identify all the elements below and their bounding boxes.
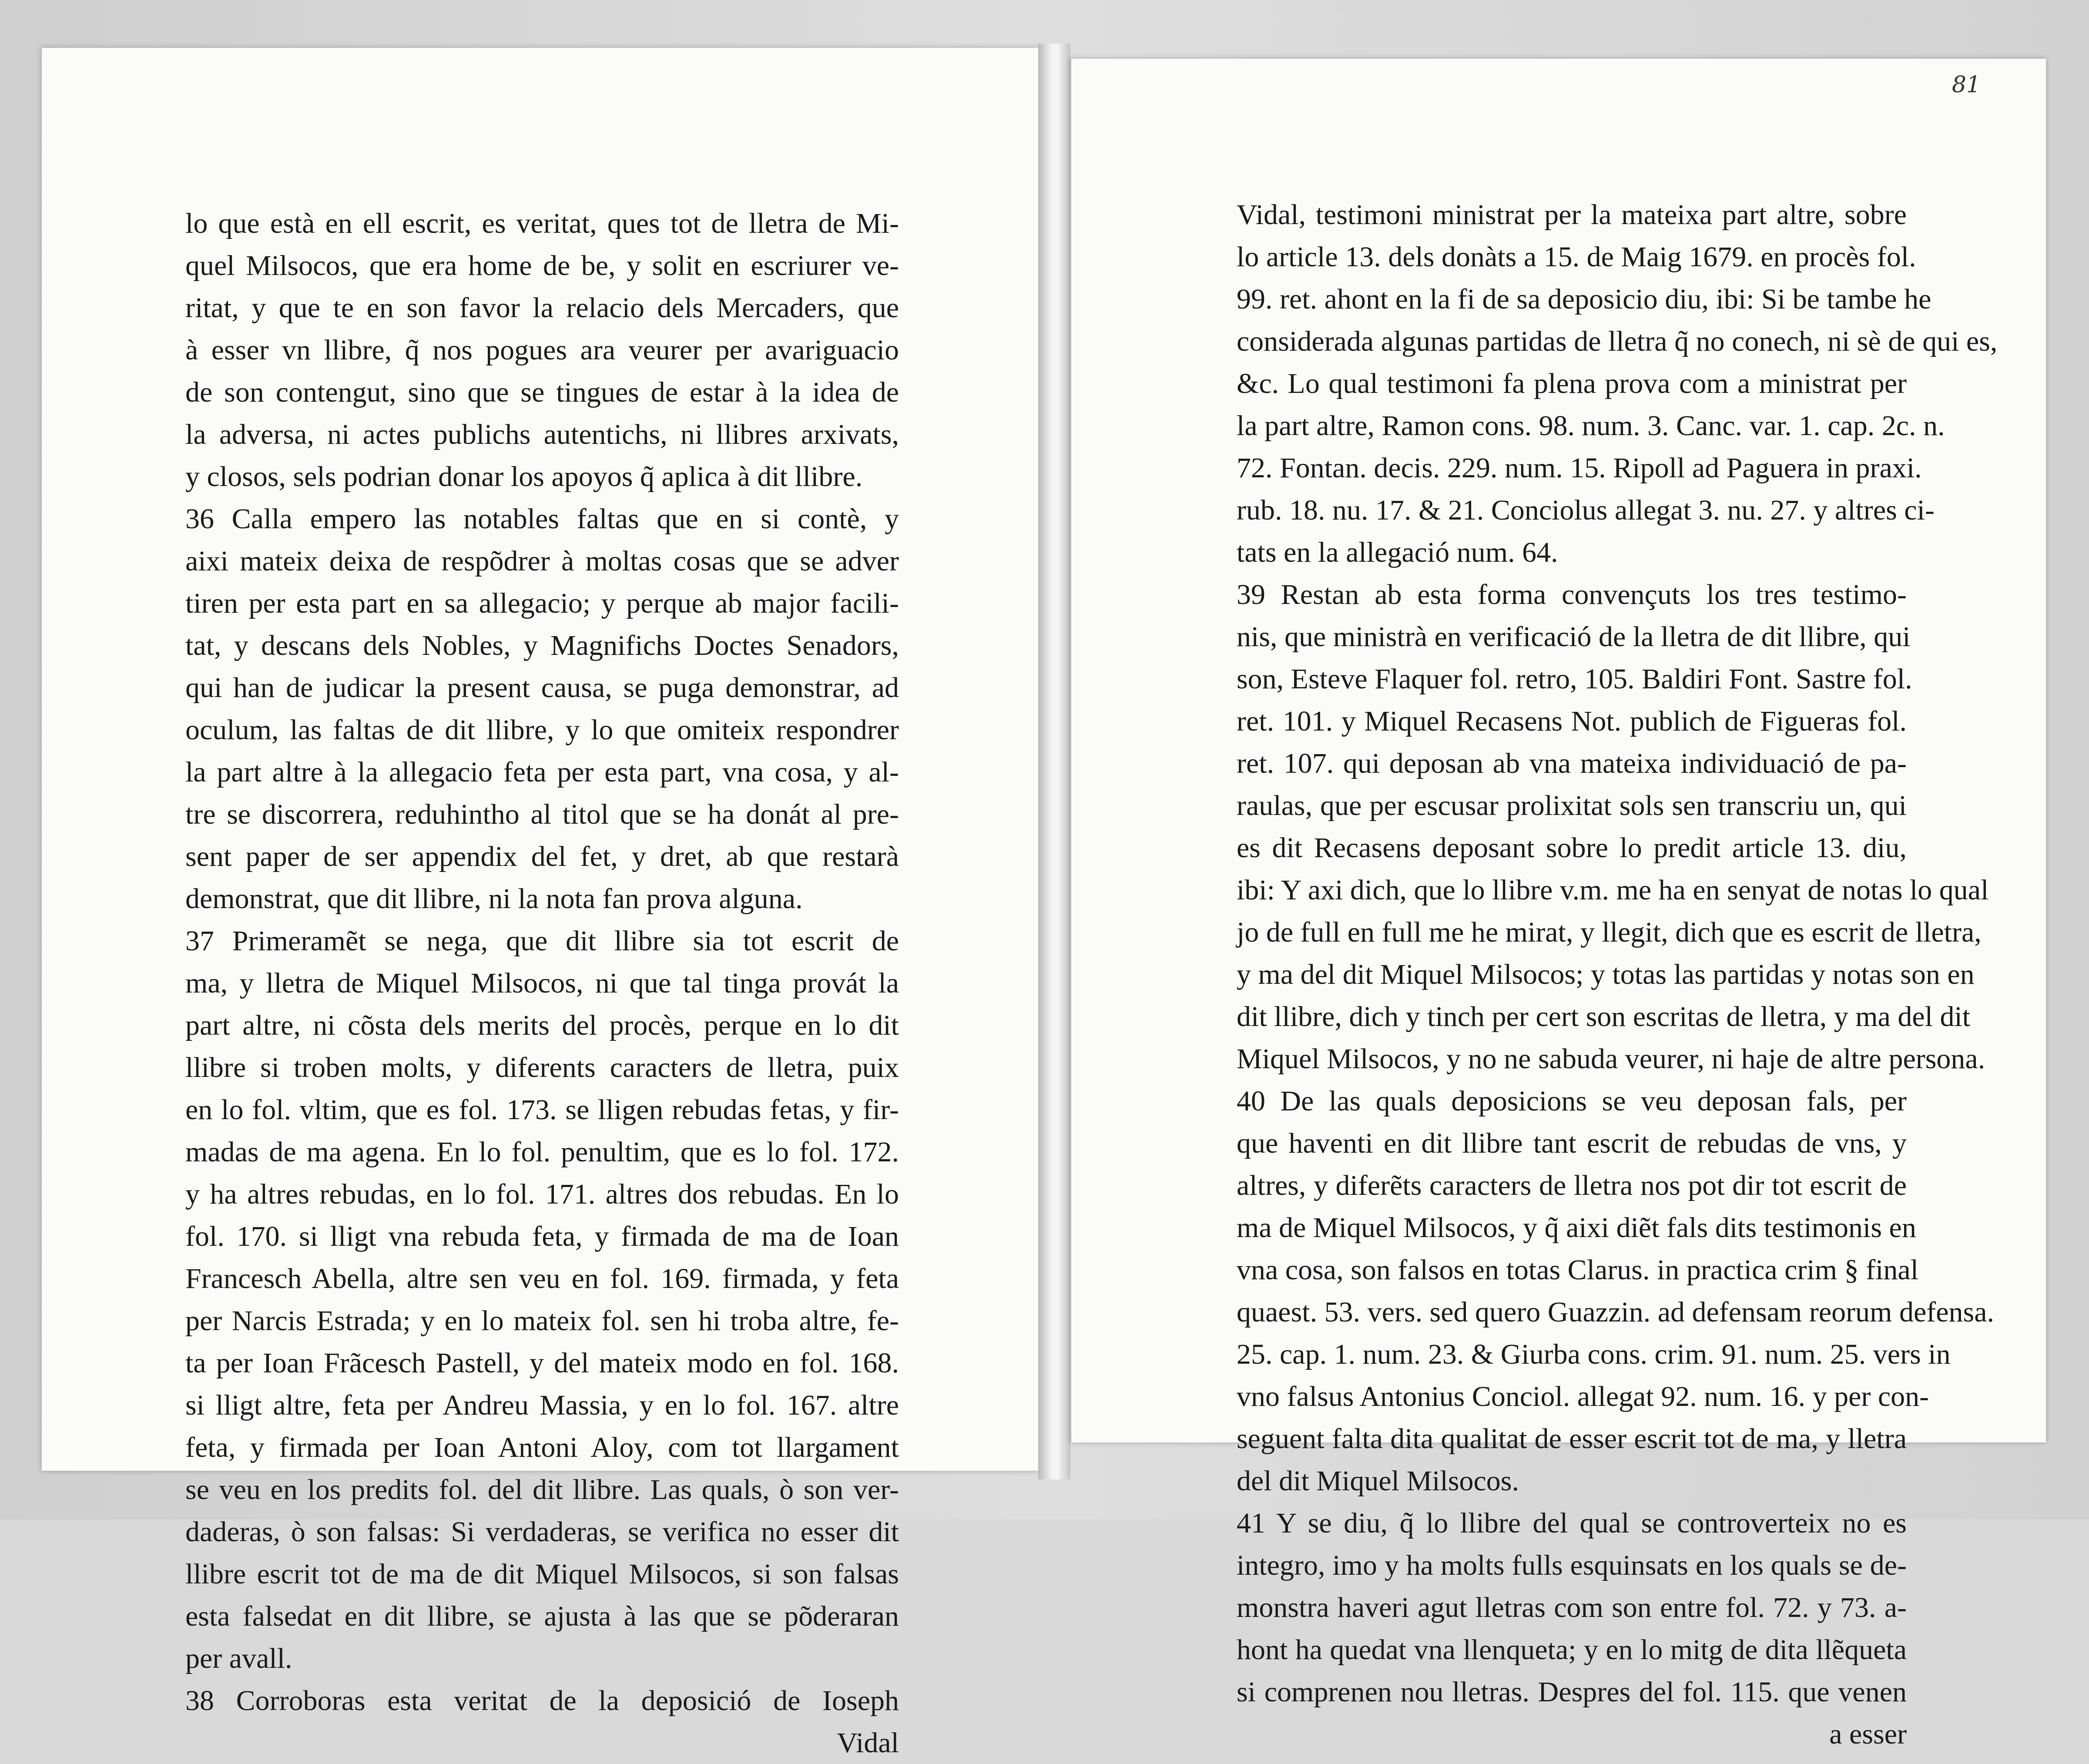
- text-line: demonstrat, que dit llibre, ni la nota fan prova alguna.: [185, 883, 803, 915]
- text-line: tats en la allegació num. 64.: [1237, 537, 1558, 568]
- text-line: per Narcis Estrada; y en lo mateix fol. sen hi troba altre, fe-: [185, 1305, 899, 1337]
- text-line: llibre si troben molts, y diferents caracters de lletra, puix: [185, 1052, 899, 1083]
- right-page: [1070, 59, 2046, 1750]
- text-line: nis, que ministrà en verificació de la lletra de dit llibre, qui: [1237, 621, 1911, 653]
- right-page-body: [1237, 194, 1998, 1755]
- text-line: en lo fol. vltim, que es fol. 173. se lligen rebudas fetas, y fir-: [185, 1094, 899, 1126]
- text-line: tre se discorrera, reduhintho al titol que se ha donát al pre-: [185, 798, 899, 830]
- text-line: 38 Corroboras esta veritat de la deposició de Ioseph: [185, 1685, 899, 1717]
- text-line: ritat, y que te en son favor la relacio dels Mercaders, que: [185, 292, 899, 324]
- text-line: la part altre, Ramon cons. 98. num. 3. Canc. var. 1. cap. 2c. n.: [1237, 410, 1945, 442]
- text-line: la adversa, ni actes publichs autentichs, ni llibres arxivats,: [185, 419, 899, 450]
- text-line: ta per Ioan Frãcesch Pastell, y del mateix modo en fol. 168.: [185, 1347, 899, 1379]
- text-line: lo que està en ell escrit, es veritat, ques tot de lletra de Mi-: [185, 208, 899, 239]
- text-line: 36 Calla empero las notables faltas que en si contè, y: [185, 503, 899, 535]
- text-line: Vidal, testimoni ministrat per la mateixa part altre, sobre: [1237, 199, 1907, 231]
- text-line: Miquel Milsocos, y no ne sabuda veurer, ni haje de altre persona.: [1237, 1043, 1985, 1075]
- text-line: Vidal: [837, 1727, 899, 1759]
- text-line: ret. 107. qui deposan ab vna mateixa individuació de pa-: [1237, 748, 1907, 779]
- text-line: seguent falta dita qualitat de esser escrit tot de ma, y lletra: [1237, 1423, 1907, 1455]
- text-line: vno falsus Antonius Conciol. allegat 92. num. 16. y per con-: [1237, 1381, 1929, 1412]
- text-line: monstra haveri agut lletras com son entre fol. 72. y 73. a-: [1237, 1592, 1907, 1623]
- text-line: sent paper de ser appendix del fet, y dret, ab que restarà: [185, 841, 899, 872]
- text-line: ibi: Y axi dich, que lo llibre v.m. me ha en senyat de notas lo qual: [1237, 874, 1989, 906]
- text-line: ma de Miquel Milsocos, y q̃ aixi diẽt fals dits testimonis en: [1237, 1212, 1916, 1244]
- text-line: tiren per esta part en sa allegacio; y perque ab major facili-: [185, 587, 899, 619]
- text-line: que haventi en dit llibre tant escrit de rebudas de vns, y: [1237, 1127, 1907, 1159]
- text-line: madas de ma agena. En lo fol. penultim, que es lo fol. 172.: [185, 1136, 899, 1168]
- text-line: 41 Y se diu, q̃ lo llibre del qual se controverteix no es: [1237, 1507, 1907, 1539]
- text-line: Francesch Abella, altre sen veu en fol. 169. firmada, y feta: [185, 1263, 899, 1294]
- text-line: quel Milsocos, que era home de be, y solit en escriurer ve-: [185, 250, 899, 282]
- folio-number: 81: [1952, 72, 1981, 98]
- text-line: 40 De las quals deposicions se veu deposan fals, per: [1237, 1085, 1907, 1117]
- text-line: fol. 170. si lligt vna rebuda feta, y firmada de ma de Ioan: [185, 1221, 899, 1252]
- text-line: integro, imo y ha molts fulls esquinsats en los quals se de-: [1237, 1549, 1907, 1581]
- text-line: 72. Fontan. decis. 229. num. 15. Ripoll ad Paguera in praxi.: [1237, 452, 1922, 484]
- text-line: es dit Recasens deposant sobre lo predit article 13. diu,: [1237, 832, 1907, 864]
- text-line: dit llibre, dich y tinch per cert son escritas de lletra, y ma del dit: [1237, 1001, 1971, 1033]
- text-line: qui han de judicar la present causa, se puga demonstrar, ad: [185, 672, 899, 704]
- text-line: ma, y lletra de Miquel Milsocos, ni que tal tinga provát la: [185, 967, 899, 999]
- text-line: lo article 13. dels donàts a 15. de Maig 1679. en procès fol.: [1237, 241, 1916, 273]
- text-line: a esser: [1829, 1718, 1907, 1750]
- text-line: si lligt altre, feta per Andreu Massia, y en lo fol. 167. altre: [185, 1389, 899, 1421]
- text-line: part altre, ni cõsta dels merits del procès, perque en lo dit: [185, 1009, 899, 1041]
- text-line: ret. 101. y Miquel Recasens Not. publich de Figueras fol.: [1237, 705, 1907, 737]
- text-line: 37 Primeramẽt se nega, que dit llibre sia tot escrit de: [185, 925, 899, 957]
- text-line: considerada algunas partidas de lletra q̃ no conech, ni sè de qui es,: [1237, 325, 1998, 357]
- text-line: per avall.: [185, 1643, 292, 1674]
- text-line: y ma del dit Miquel Milsocos; y totas las partidas y notas son en: [1237, 959, 1975, 990]
- text-line: y closos, sels podrian donar los apoyos q̃ aplica à dit llibre.: [185, 461, 863, 493]
- text-line: hont ha quedat vna llenqueta; y en lo mitg de dita llẽqueta: [1237, 1634, 1907, 1666]
- text-line: oculum, las faltas de dit llibre, y lo que omiteix respondrer: [185, 714, 899, 746]
- book-gutter: [1038, 44, 1070, 1479]
- text-line: llibre escrit tot de ma de dit Miquel Milsocos, si son falsas: [185, 1558, 899, 1590]
- text-line: la part altre à la allegacio feta per esta part, vna cosa, y al-: [185, 756, 899, 788]
- text-line: feta, y firmada per Ioan Antoni Aloy, com tot llargament: [185, 1432, 899, 1463]
- text-line: tat, y descans dels Nobles, y Magnifichs Doctes Senadors,: [185, 630, 899, 661]
- text-line: esta falsedat en dit llibre, se ajusta à las que se põderaran: [185, 1600, 899, 1632]
- left-page-body: [185, 202, 899, 1764]
- text-line: à esser vn llibre, q̃ nos pogues ara veurer per avariguacio: [185, 334, 899, 366]
- text-line: aixi mateix deixa de respõdrer à moltas cosas que se adver: [185, 545, 899, 577]
- text-line: 39 Restan ab esta forma convençuts los tres testimo-: [1237, 579, 1907, 610]
- text-line: rub. 18. nu. 17. & 21. Conciolus allegat 3. nu. 27. y altres ci-: [1237, 494, 1935, 526]
- text-line: vna cosa, son falsos en totas Clarus. in practica crim § final: [1237, 1254, 1919, 1286]
- text-line: jo de full en full me he mirat, y llegit, dich que es escrit de lletra,: [1237, 916, 1982, 948]
- text-line: si comprenen nou lletras. Despres del fol. 115. que venen: [1237, 1676, 1907, 1708]
- text-line: son, Esteve Flaquer fol. retro, 105. Baldiri Font. Sastre fol.: [1237, 663, 1912, 695]
- text-line: se veu en los predits fol. del dit llibre. Las quals, ò son ver-: [185, 1474, 899, 1506]
- text-line: altres, y diferẽts caracters de lletra nos pot dir tot escrit de: [1237, 1170, 1907, 1201]
- text-line: quaest. 53. vers. sed quero Guazzin. ad defensam reorum defensa.: [1237, 1296, 1995, 1328]
- text-line: raulas, que per escusar prolixitat sols sen transcriu un, qui: [1237, 790, 1907, 822]
- text-line: de son contengut, sino que se tingues de estar à la idea de: [185, 376, 899, 408]
- text-line: daderas, ò son falsas: Si verdaderas, se verifica no esser dit: [185, 1516, 899, 1548]
- left-page: [42, 48, 1039, 1759]
- text-line: 99. ret. ahont en la fi de sa deposicio diu, ibi: Si be tambe he: [1237, 283, 1931, 315]
- text-line: 25. cap. 1. num. 23. & Giurba cons. crim. 91. num. 25. vers in: [1237, 1338, 1951, 1370]
- text-line: del dit Miquel Milsocos.: [1237, 1465, 1519, 1497]
- text-line: &c. Lo qual testimoni fa plena prova com a ministrat per: [1237, 368, 1907, 399]
- text-line: y ha altres rebudas, en lo fol. 171. altres dos rebudas. En lo: [185, 1178, 899, 1210]
